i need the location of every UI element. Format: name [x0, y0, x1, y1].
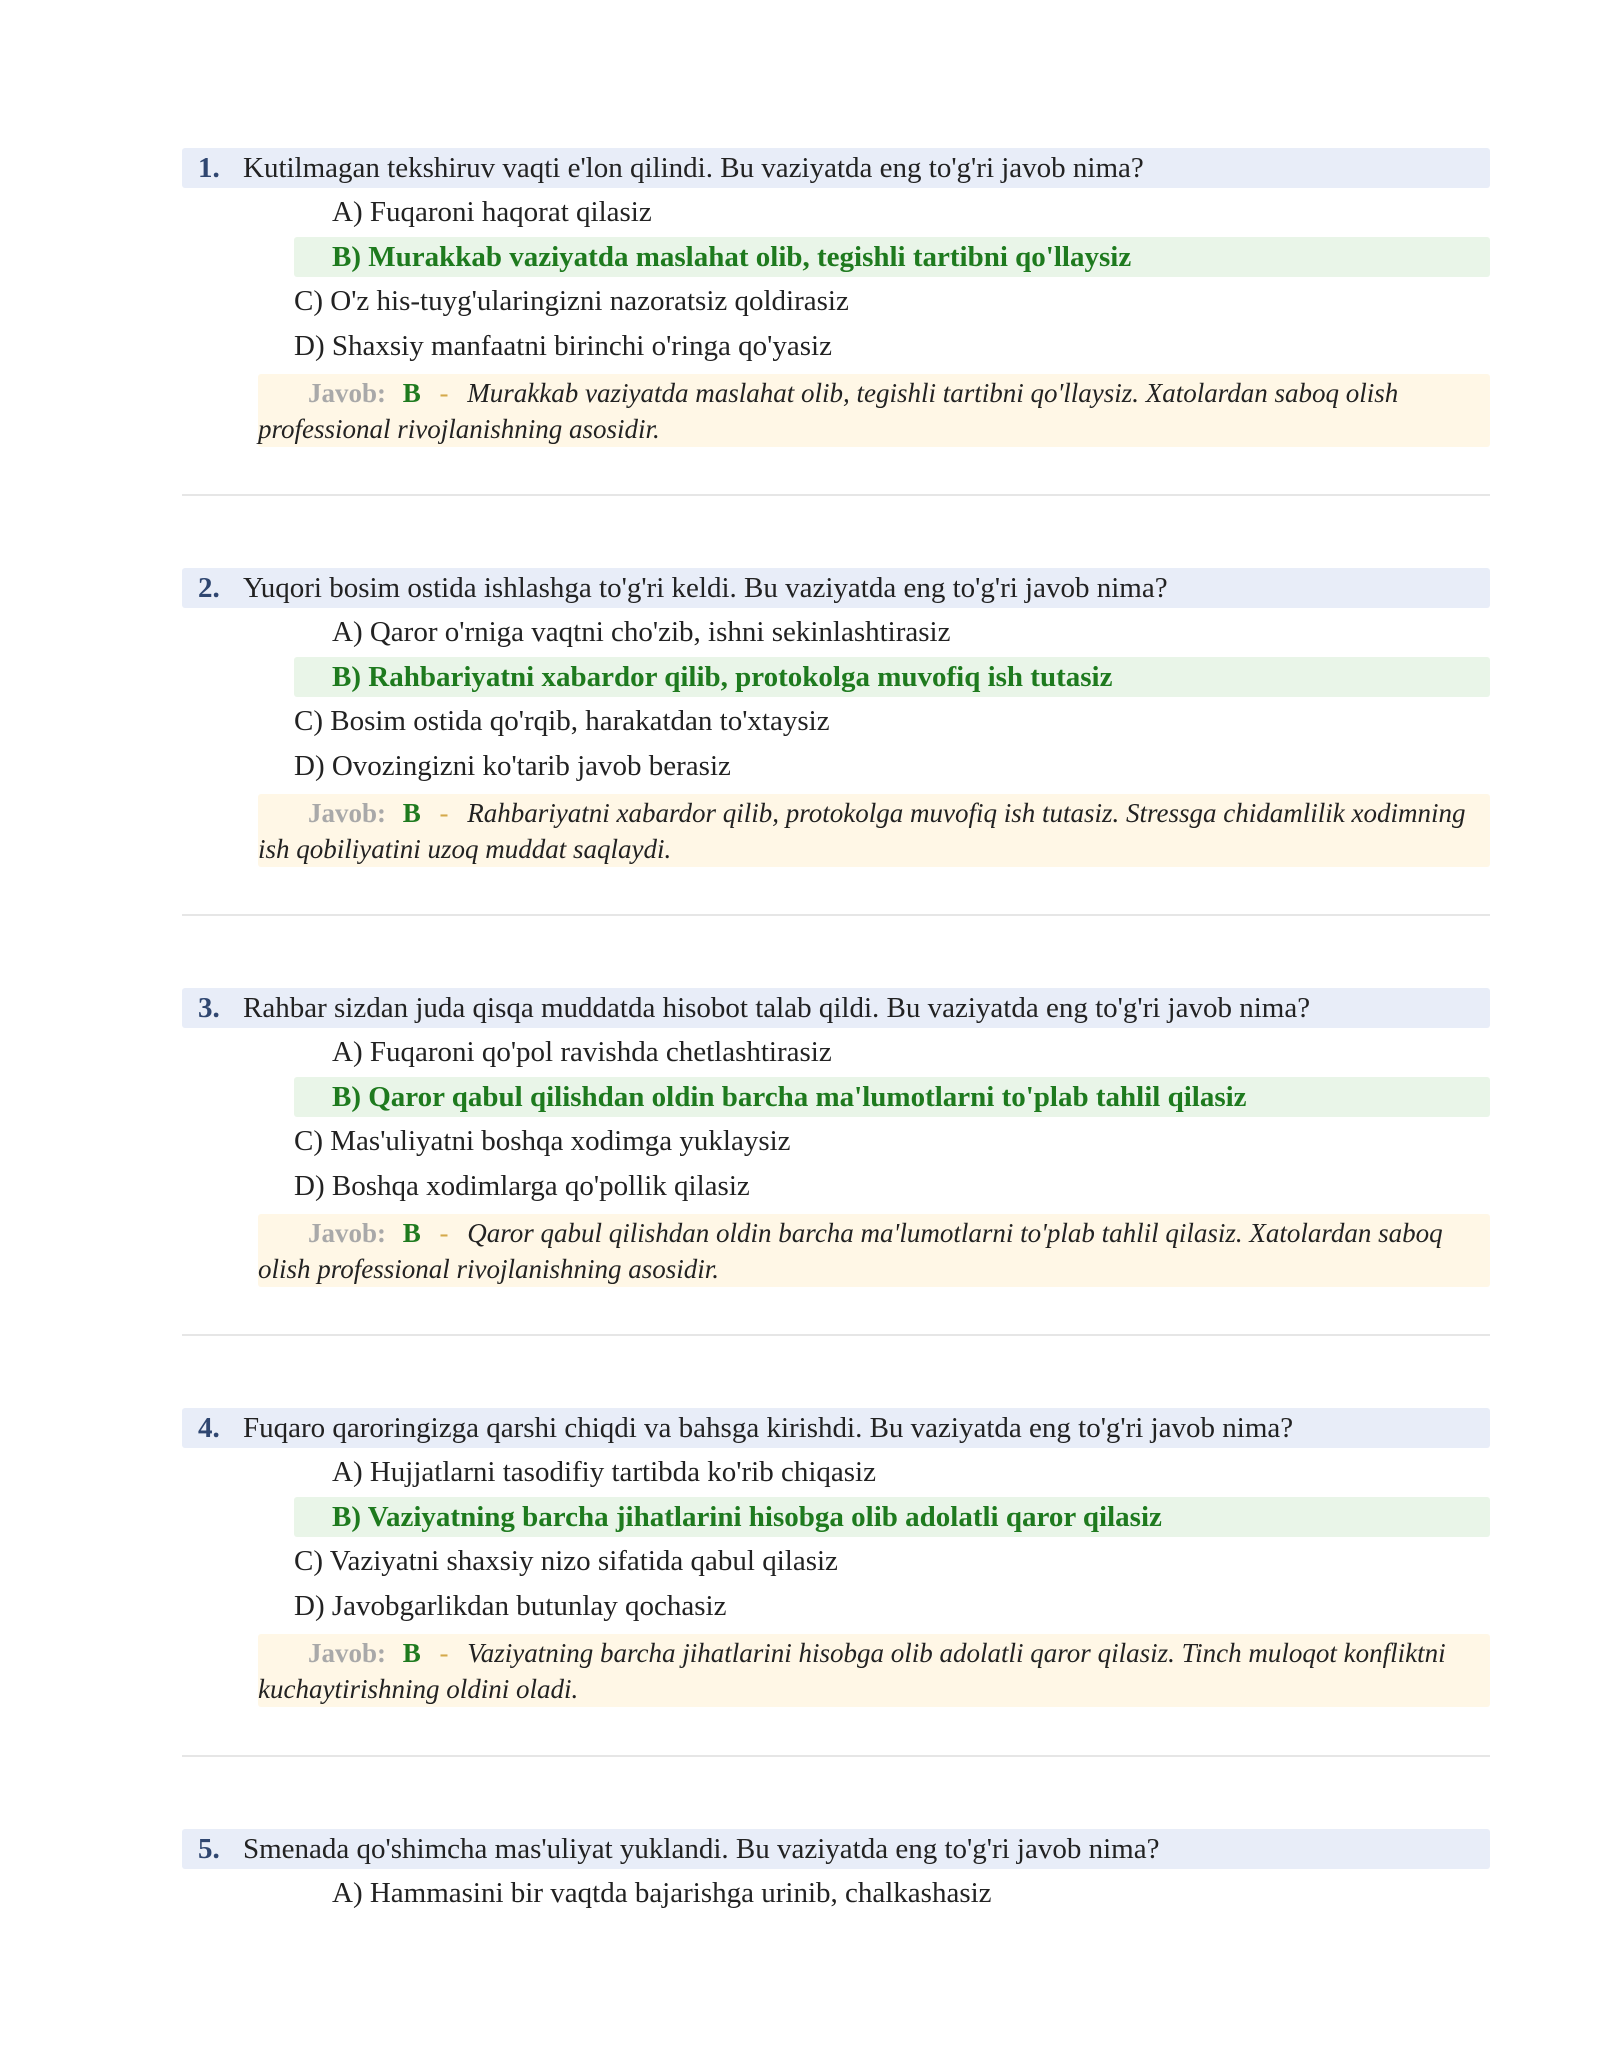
answer-letter: B: [402, 798, 421, 828]
option-d: D) Shaxsiy manfaatni birinchi o'ringa qo'yasiz: [294, 330, 832, 362]
question-header: [182, 1829, 1490, 1869]
question-text: Yuqori bosim ostida ishlashga to'g'ri keldi. Bu vaziyatda eng to'g'ri javob nima?: [243, 572, 1168, 604]
option-c: C) O'z his-tuyg'ularingizni nazoratsiz qoldirasiz: [294, 285, 849, 317]
option-b-label: B) Murakkab vaziyatda maslahat olib, tegishli tartibni qo'llaysiz: [332, 241, 1132, 273]
answer-dash: -: [439, 1218, 449, 1248]
question-number: 4.: [198, 1412, 220, 1444]
answer-label: Javob:: [308, 1638, 387, 1668]
option-a: A) Hujjatlarni tasodifiy tartibda ko'rib chiqasiz: [332, 1456, 876, 1488]
question-number: 5.: [198, 1833, 220, 1865]
question-number: 3.: [198, 992, 220, 1024]
question-header: [182, 1408, 1490, 1448]
answer-box: [258, 1214, 1490, 1287]
answer-label: Javob:: [308, 1218, 387, 1248]
answer-explanation: Murakkab vaziyatda maslahat olib, tegishli tartibni qo'llaysiz. Xatolardan saboq olish professional rivojlanishning asosidir.: [258, 378, 1399, 444]
answer-box: [258, 374, 1490, 447]
option-c: C) Mas'uliyatni boshqa xodimga yuklaysiz: [294, 1125, 791, 1157]
question-divider: [182, 494, 1490, 496]
question-text: Rahbar sizdan juda qisqa muddatda hisobot talab qildi. Bu vaziyatda eng to'g'ri javob nima?: [243, 992, 1311, 1024]
option-d: D) Boshqa xodimlarga qo'pollik qilasiz: [294, 1170, 750, 1202]
answer-box: [258, 794, 1490, 867]
question-divider: [182, 1755, 1490, 1757]
question-text: Smenada qo'shimcha mas'uliyat yuklandi. Bu vaziyatda eng to'g'ri javob nima?: [243, 1833, 1160, 1865]
question-divider: [182, 914, 1490, 916]
answer-letter: B: [402, 1218, 421, 1248]
answer-box: [258, 1634, 1490, 1707]
question-divider: [182, 1334, 1490, 1336]
question-header: [182, 988, 1490, 1028]
question-number: 1.: [198, 152, 220, 184]
question-text: Fuqaro qaroringizga qarshi chiqdi va bahsga kirishdi. Bu vaziyatda eng to'g'ri javob nima?: [243, 1412, 1294, 1444]
answer-letter: B: [402, 1638, 421, 1668]
option-c: C) Bosim ostida qo'rqib, harakatdan to'xtaysiz: [294, 705, 830, 737]
option-b-correct: [294, 657, 1490, 697]
option-b-correct: [294, 1077, 1490, 1117]
option-b-correct: [294, 1497, 1490, 1537]
option-b-label: B) Rahbariyatni xabardor qilib, protokolga muvofiq ish tutasiz: [332, 661, 1113, 693]
answer-dash: -: [439, 1638, 449, 1668]
option-c: C) Vaziyatni shaxsiy nizo sifatida qabul qilasiz: [294, 1545, 838, 1577]
answer-label: Javob:: [308, 798, 387, 828]
answer-label: Javob:: [308, 378, 387, 408]
answer-letter: B: [402, 378, 421, 408]
answer-explanation: Rahbariyatni xabardor qilib, protokolga muvofiq ish tutasiz. Stressga chidamlilik xodimning ish qobiliyatini uzoq muddat saqlaydi.: [258, 798, 1466, 864]
answer-dash: -: [439, 378, 449, 408]
option-a: A) Fuqaroni haqorat qilasiz: [332, 196, 652, 228]
option-b-label: B) Vaziyatning barcha jihatlarini hisobga olib adolatli qaror qilasiz: [332, 1501, 1162, 1533]
option-a: A) Qaror o'rniga vaqtni cho'zib, ishni sekinlashtirasiz: [332, 616, 951, 648]
answer-explanation: Vaziyatning barcha jihatlarini hisobga olib adolatli qaror qilasiz. Tinch muloqot konfliktni kuchaytirishning oldini oladi.: [258, 1638, 1446, 1704]
option-b-label: B) Qaror qabul qilishdan oldin barcha ma'lumotlarni to'plab tahlil qilasiz: [332, 1081, 1247, 1113]
option-a: A) Fuqaroni qo'pol ravishda chetlashtirasiz: [332, 1036, 832, 1068]
answer-explanation: Qaror qabul qilishdan oldin barcha ma'lumotlarni to'plab tahlil qilasiz. Xatolardan saboq olish professional rivojlanishning asosidir.: [258, 1218, 1443, 1284]
question-header: [182, 148, 1490, 188]
question-text: Kutilmagan tekshiruv vaqti e'lon qilindi. Bu vaziyatda eng to'g'ri javob nima?: [243, 152, 1144, 184]
option-b-correct: [294, 237, 1490, 277]
option-d: D) Ovozingizni ko'tarib javob berasiz: [294, 750, 731, 782]
answer-dash: -: [439, 798, 449, 828]
question-number: 2.: [198, 572, 220, 604]
option-d: D) Javobgarlikdan butunlay qochasiz: [294, 1590, 727, 1622]
question-header: [182, 568, 1490, 608]
option-a: A) Hammasini bir vaqtda bajarishga urinib, chalkashasiz: [332, 1877, 992, 1909]
